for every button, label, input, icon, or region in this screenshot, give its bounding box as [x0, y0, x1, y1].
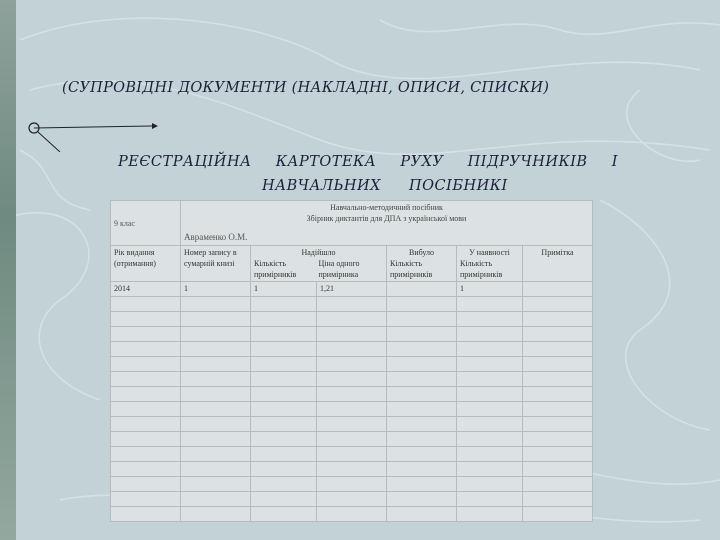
author-name: Авраменко О.М.	[184, 232, 248, 242]
table-cell: 1	[457, 282, 523, 297]
table-cell	[387, 432, 457, 447]
table-cell	[251, 357, 317, 372]
table-row	[111, 357, 593, 372]
table-cell	[523, 282, 593, 297]
table-cell: 1	[251, 282, 317, 297]
table-cell	[317, 447, 387, 462]
table-cell	[457, 507, 523, 522]
table-cell	[111, 492, 181, 507]
table-cell	[111, 372, 181, 387]
table-cell	[181, 402, 251, 417]
table-cell	[181, 492, 251, 507]
manual-cell	[181, 201, 593, 246]
table-cell	[251, 327, 317, 342]
header-withdrawn: Вибуло Кількість примірників	[387, 246, 457, 282]
table-cell	[523, 507, 593, 522]
table-row	[111, 297, 593, 312]
table-body	[111, 282, 593, 522]
table-cell	[317, 342, 387, 357]
header-record-no: Номер запису в сумарній книзі	[181, 246, 251, 282]
table-cell	[251, 447, 317, 462]
table-row	[111, 507, 593, 522]
header-available: У наявності Кількість примірників	[457, 246, 523, 282]
table-cell	[523, 477, 593, 492]
table-cell	[457, 297, 523, 312]
table-cell	[387, 447, 457, 462]
table-cell	[387, 507, 457, 522]
table-row	[111, 312, 593, 327]
table-cell	[317, 387, 387, 402]
table-cell	[457, 402, 523, 417]
table-cell	[457, 447, 523, 462]
table-cell: 1,21	[317, 282, 387, 297]
table-row	[111, 462, 593, 477]
table-cell	[317, 417, 387, 432]
table-cell: 1	[181, 282, 251, 297]
table-cell	[387, 462, 457, 477]
card-title-line2: НАВЧАЛЬНИХ ПОСІБНИКІ	[262, 178, 508, 194]
table-cell	[387, 417, 457, 432]
table-cell	[387, 477, 457, 492]
table-cell	[111, 357, 181, 372]
card-title-line1: РЕЄСТРАЦІЙНА КАРТОТЕКА РУХУ ПІДРУЧНИКІВ І	[118, 154, 618, 170]
table-row	[111, 282, 593, 297]
table-cell	[523, 342, 593, 357]
table-cell	[457, 432, 523, 447]
table-cell	[317, 462, 387, 477]
table-cell	[111, 447, 181, 462]
table-cell	[181, 417, 251, 432]
table-cell	[181, 477, 251, 492]
table-cell	[387, 327, 457, 342]
table-cell	[251, 477, 317, 492]
table-cell	[181, 327, 251, 342]
table-cell	[251, 402, 317, 417]
table-cell	[181, 357, 251, 372]
table-cell	[181, 462, 251, 477]
table-cell	[251, 462, 317, 477]
table-cell	[181, 342, 251, 357]
table-cell	[111, 417, 181, 432]
table-row	[111, 417, 593, 432]
header-available-qty: Кількість примірників	[460, 259, 503, 279]
table-cell	[523, 297, 593, 312]
table-cell	[111, 432, 181, 447]
header-note: Примітка	[523, 246, 593, 282]
table-cell	[387, 312, 457, 327]
table-row	[111, 372, 593, 387]
table-cell	[523, 492, 593, 507]
table-cell	[181, 507, 251, 522]
table-cell	[251, 297, 317, 312]
table-cell	[387, 387, 457, 402]
header-year: Рік видання (отримання)	[111, 246, 181, 282]
table-cell	[523, 327, 593, 342]
table-row	[111, 447, 593, 462]
header-received-qty: Кількість примірників	[254, 259, 297, 279]
table-cell	[111, 507, 181, 522]
table-cell	[317, 327, 387, 342]
table-cell	[387, 342, 457, 357]
table-cell	[457, 477, 523, 492]
table-row	[111, 477, 593, 492]
table-cell	[457, 327, 523, 342]
table-row	[111, 432, 593, 447]
table-cell	[387, 492, 457, 507]
table-cell	[317, 297, 387, 312]
table-cell	[523, 417, 593, 432]
table-row	[111, 342, 593, 357]
table-cell	[181, 447, 251, 462]
table-row	[111, 327, 593, 342]
table-row	[111, 387, 593, 402]
table-cell	[111, 387, 181, 402]
table-cell	[251, 507, 317, 522]
table-cell	[387, 297, 457, 312]
table-cell	[251, 387, 317, 402]
table-cell	[457, 387, 523, 402]
table-cell	[523, 372, 593, 387]
header-received-price: Ціна одного примірника	[318, 259, 360, 279]
table-cell	[181, 387, 251, 402]
side-strip	[0, 0, 16, 540]
table-cell	[181, 312, 251, 327]
table-cell	[111, 462, 181, 477]
table-cell	[251, 372, 317, 387]
table-cell	[457, 372, 523, 387]
table-cell	[523, 402, 593, 417]
manual-title: Навчально-методичний посібник	[330, 203, 443, 212]
table-cell	[387, 372, 457, 387]
header-withdrawn-qty: Кількість примірників	[390, 259, 433, 279]
table-cell	[251, 417, 317, 432]
table-cell	[111, 342, 181, 357]
table-cell	[317, 372, 387, 387]
table-cell	[523, 387, 593, 402]
table-cell	[387, 402, 457, 417]
table-cell	[111, 297, 181, 312]
table-cell	[457, 462, 523, 477]
table-cell	[251, 342, 317, 357]
table-cell	[317, 312, 387, 327]
table-cell	[111, 477, 181, 492]
table-cell	[523, 357, 593, 372]
table-cell	[523, 312, 593, 327]
table-cell	[457, 312, 523, 327]
table-cell	[317, 477, 387, 492]
table-cell	[457, 342, 523, 357]
table-cell	[251, 312, 317, 327]
table-cell	[181, 372, 251, 387]
header-row	[111, 246, 593, 282]
table-cell	[251, 492, 317, 507]
table-cell	[251, 432, 317, 447]
table-cell	[317, 357, 387, 372]
table-cell	[111, 312, 181, 327]
table-cell	[181, 297, 251, 312]
table-cell	[111, 402, 181, 417]
header-received: Надійшло Кількість примірників Ціна одного примірника	[251, 246, 387, 282]
table-cell	[387, 357, 457, 372]
arrow-icon	[20, 112, 160, 152]
table-cell: 2014	[111, 282, 181, 297]
table-row	[111, 492, 593, 507]
manual-subtitle: Збірник диктантів для ДПА з української мови	[306, 214, 467, 223]
table-cell	[457, 417, 523, 432]
table-cell	[317, 492, 387, 507]
table-cell	[523, 447, 593, 462]
registration-card-table	[110, 200, 593, 522]
table-cell	[317, 402, 387, 417]
table-cell	[111, 327, 181, 342]
table-row	[111, 402, 593, 417]
table-cell	[523, 462, 593, 477]
table-cell	[457, 357, 523, 372]
table-cell	[181, 432, 251, 447]
table-cell	[317, 507, 387, 522]
slide-heading: (СУПРОВІДНІ ДОКУМЕНТИ (НАКЛАДНІ, ОПИСИ, СПИСКИ)	[62, 80, 550, 96]
table-cell	[457, 492, 523, 507]
table-cell	[387, 282, 457, 297]
table-cell	[317, 432, 387, 447]
table-cell	[523, 432, 593, 447]
class-label: 9 клас	[111, 201, 181, 246]
